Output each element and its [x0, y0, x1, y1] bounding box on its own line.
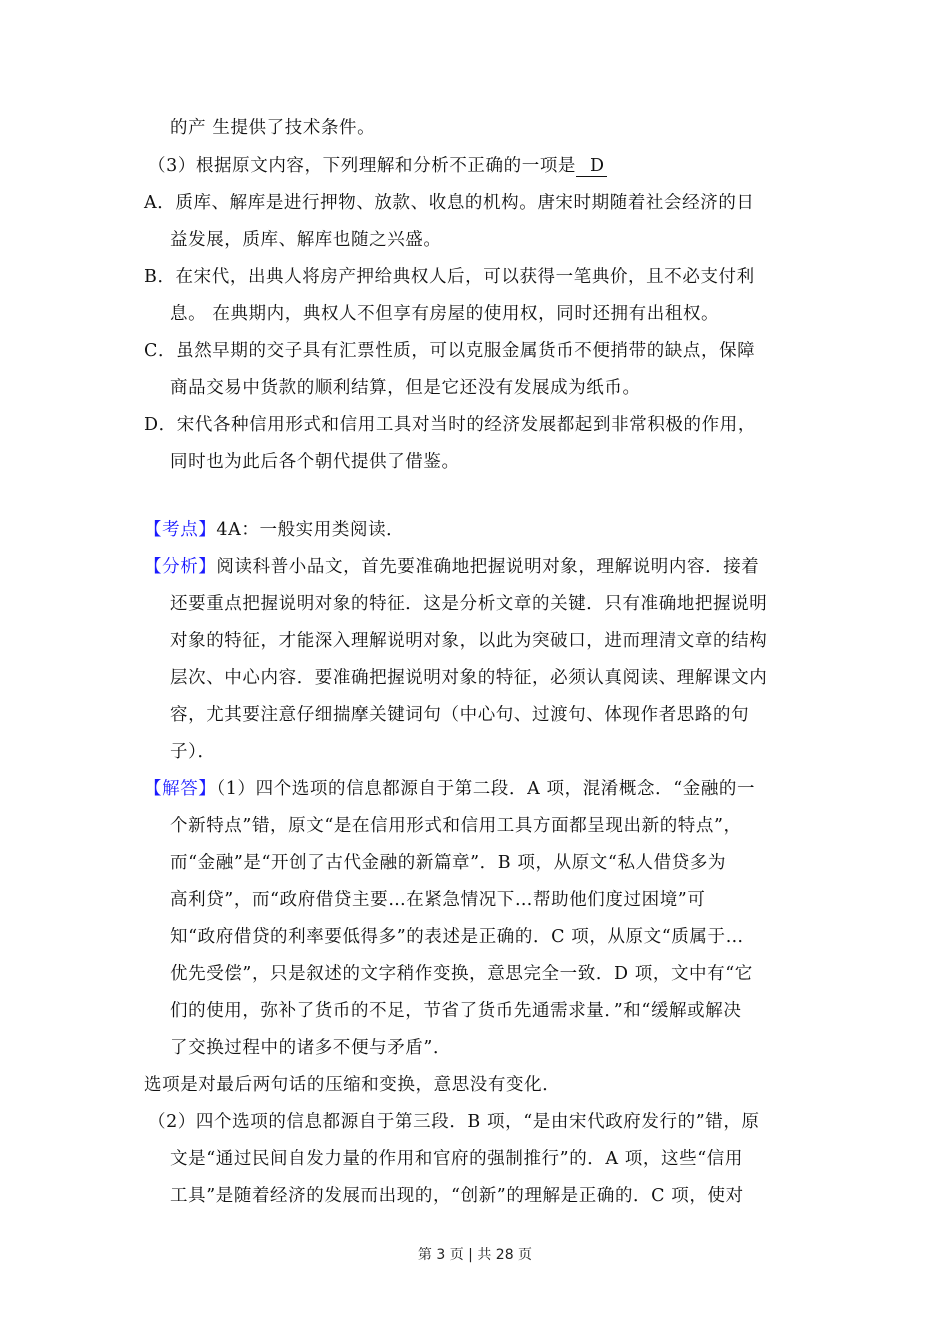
- option-a-line-2: 益发展，质库、解库也随之兴盛。: [170, 230, 442, 250]
- jieda-line-3: 而“金融”是“开创了古代金融的新篇章”．B 项，从原文“私人借贷多为: [170, 853, 727, 873]
- fenxi-line-5: 容，尤其要注意仔细揣摩关键词句（中心句、过渡句、体现作者思路的句: [170, 705, 750, 725]
- fenxi-line-3: 对象的特征，才能深入理解说明对象，以此为突破口，进而理清文章的结构: [170, 631, 768, 651]
- option-c-line-2: 商品交易中货款的顺利结算，但是它还没有发展成为纸币。: [170, 378, 641, 398]
- option-a-line-1: A．质库、解库是进行押物、放款、收息的机构。唐宋时期随着社会经济的日: [144, 193, 755, 213]
- question-stem-text: （3）根据原文内容，下列理解和分析不正确的一项是: [148, 156, 577, 176]
- question-stem: [148, 154, 607, 178]
- jieda-flush-line: 选项是对最后两句话的压缩和变换，意思没有变化．: [144, 1075, 561, 1095]
- option-d-line-2: 同时也为此后各个朝代提供了借鉴。: [170, 452, 460, 472]
- answer-blank: D: [576, 156, 607, 177]
- jieda-line-8: 了交换过程中的诸多不便与矛盾”．: [170, 1038, 452, 1058]
- jieda-part2-line-2: 文是“通过民间自发力量的作用和官府的强制推行”的．A 项，这些“信用: [170, 1149, 743, 1169]
- carry-over-line: 的产 生提供了技术条件。: [170, 118, 376, 138]
- jieda-line-7: 们的使用，弥补了货币的不足，节省了货币先通需求量．”和“缓解或解决: [170, 1001, 742, 1021]
- jieda-line-1: [144, 777, 755, 801]
- fenxi-line-1: [144, 555, 759, 579]
- jieda-part2-line-3: 工具”是随着经济的发展而出现的，“创新”的理解是正确的．C 项，使对: [170, 1186, 744, 1206]
- fenxi-line-6: 子）．: [170, 742, 216, 762]
- page-footer: 第 3 页 | 共 28 页: [417, 1247, 533, 1263]
- jieda-part2-line-1: （2）四个选项的信息都源自于第三段．B 项，“是由宋代政府发行的”错，原: [148, 1112, 760, 1132]
- option-d-line-1: D．宋代各种信用形式和信用工具对当时的经济发展都起到非常积极的作用，: [144, 415, 756, 435]
- fenxi-tag: 【分析】: [144, 557, 217, 577]
- fenxi-line-2: 还要重点把握说明对象的特征．这是分析文章的关键．只有准确地把握说明: [170, 594, 768, 614]
- jieda-tag: 【解答】: [144, 779, 217, 799]
- option-c-line-1: C．虽然早期的交子具有汇票性质，可以克服金属货币不便捎带的缺点，保障: [144, 341, 756, 361]
- kaodian-text: 4A：一般实用类阅读．: [216, 520, 405, 540]
- kaodian-tag: 【考点】: [144, 520, 217, 540]
- kaodian-section: [144, 518, 404, 542]
- jieda-line-5: 知“政府借贷的利率要低得多”的表述是正确的．C 项，从原文“质属于…: [170, 927, 744, 947]
- option-b-line-2: 息。 在典期内，典权人不但享有房屋的使用权，同时还拥有出租权。: [170, 304, 720, 324]
- jieda-line-6: 优先受偿”，只是叙述的文字稍作变换，意思完全一致．D 项，文中有“它: [170, 964, 753, 984]
- jieda-line-4: 高利贷”，而“政府借贷主要…在紧急情况下…帮助他们度过困境”可: [170, 890, 706, 910]
- fenxi-line-4: 层次、中心内容．要准确把握说明对象的特征，必须认真阅读、理解课文内: [170, 668, 768, 688]
- option-b-line-1: B．在宋代，出典人将房产押给典权人后，可以获得一笔典价，且不必支付利: [144, 267, 755, 287]
- jieda-line-2: 个新特点”错，原文“是在信用形式和信用工具方面都呈现出新的特点”，: [170, 816, 742, 836]
- fenxi-text: 阅读科普小品文，首先要准确地把握说明对象，理解说明内容．接着: [216, 557, 760, 577]
- jieda-text: （1）四个选项的信息都源自于第二段．A 项，混淆概念．“金融的一: [216, 779, 756, 799]
